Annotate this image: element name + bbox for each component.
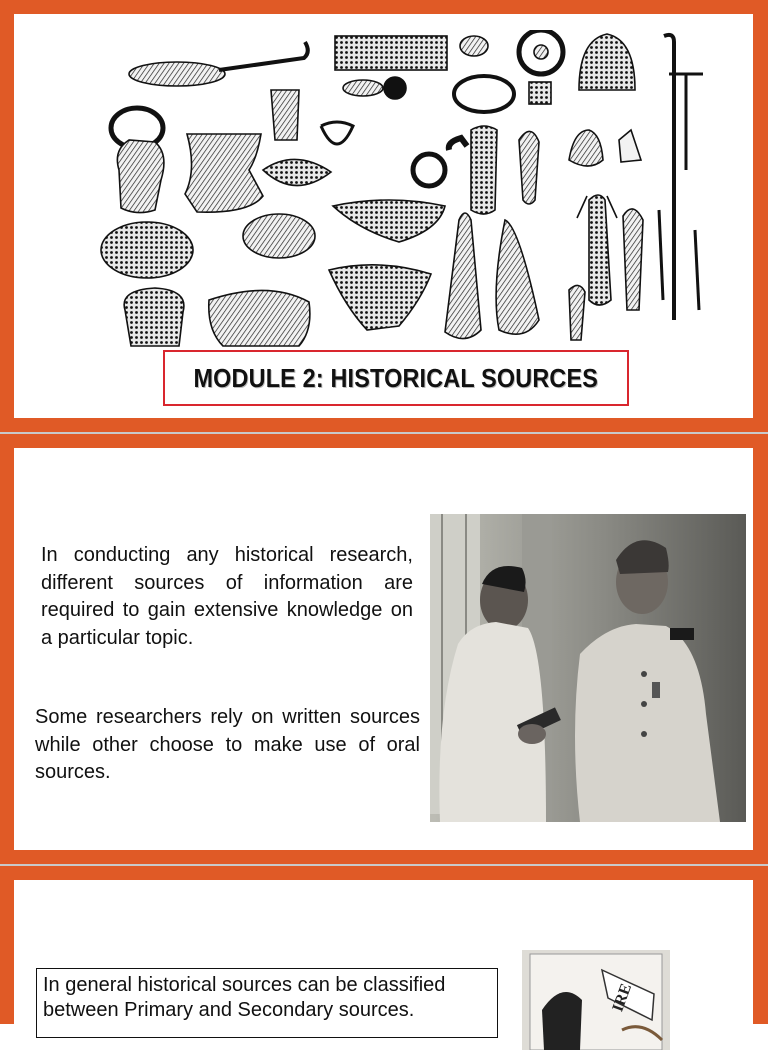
- classification-text: In general historical sources can be classified between Primary and Secondary sources.: [43, 974, 446, 1021]
- slide-classification-canvas: [14, 880, 753, 1040]
- slide-title: [0, 0, 768, 432]
- vintage-poster: [522, 950, 670, 1050]
- sources-paragraph: Some researchers rely on written sources while other choose to make use of oral sources.: [35, 706, 420, 783]
- slide-research: [0, 434, 768, 864]
- svg-text:IRE: IRE: [609, 981, 636, 1015]
- slide-title-canvas: [14, 14, 753, 418]
- module-title: MODULE 2: HISTORICAL SOURCES: [193, 362, 599, 393]
- research-paragraph: In conducting any historical research, different sources of information are required to gain extensive knowledge on a particular topic.: [41, 544, 413, 649]
- slide-research-canvas: [14, 448, 753, 850]
- slide-classification: [0, 866, 768, 1024]
- module-title-box: [163, 350, 629, 406]
- historical-photo: [430, 514, 746, 822]
- artifacts-illustration: [99, 30, 709, 350]
- classification-box: [36, 968, 498, 1038]
